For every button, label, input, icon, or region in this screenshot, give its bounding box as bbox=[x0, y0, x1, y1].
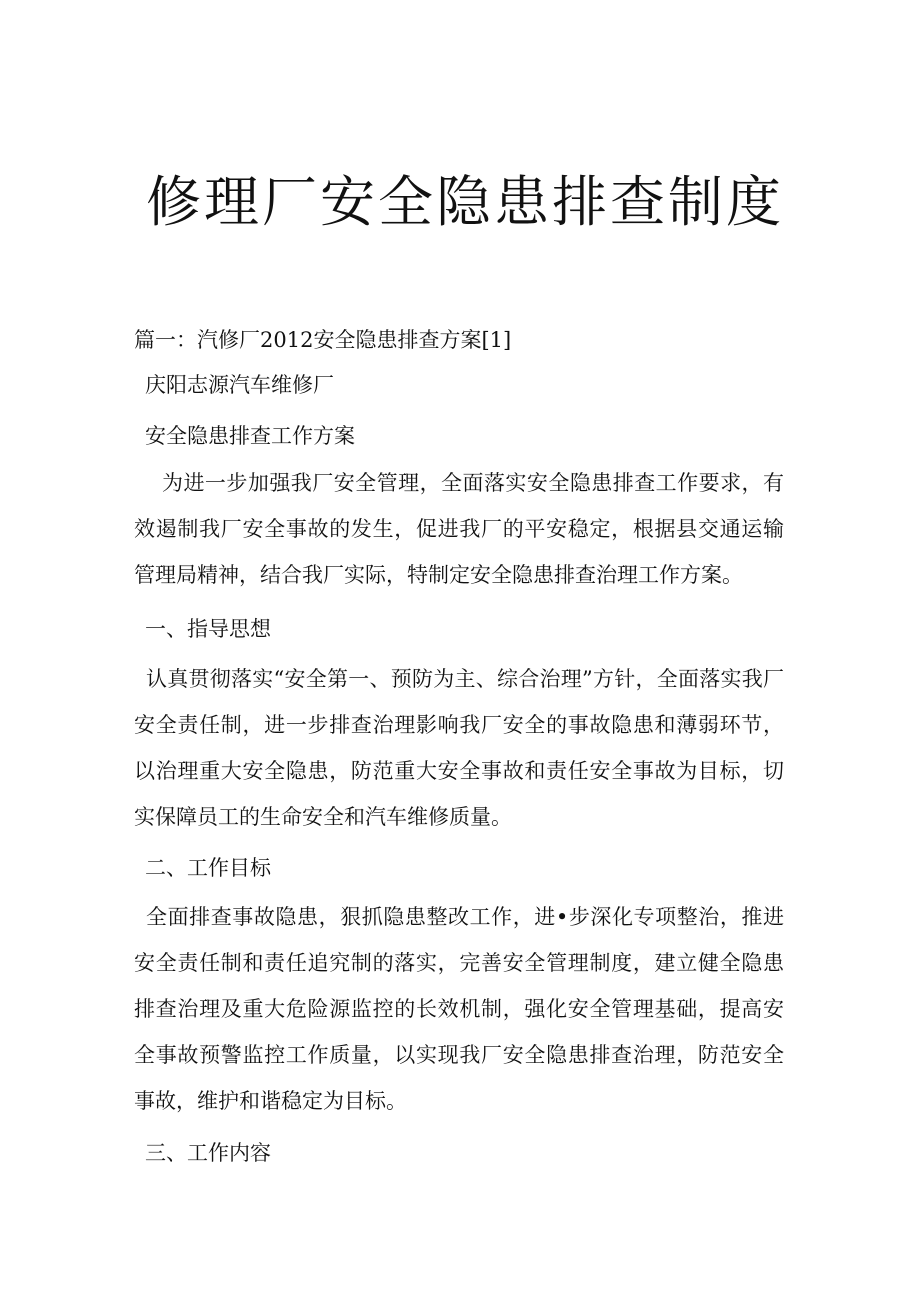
section-body-2: 全面排查事故隐患，狠抓隐患整改工作，进•步深化专项整治，推进安全责任制和责任追究制的落实，完善安全管理制度，建立健全隐患排查治理及重大危险源监控的长效机制，强化安全管理基础，提高安全事故预警监控工作质量，以实现我厂安全隐患排查治理，防范安全事故，维护和谐稳定为目标。 bbox=[134, 905, 784, 1113]
section-heading-1: 一、指导思想 bbox=[145, 617, 271, 641]
company-name: 庆阳志源汽车维修厂 bbox=[145, 373, 334, 397]
chapter-heading: 篇一：汽修厂2012安全隐患排查方案[1] bbox=[134, 328, 512, 352]
section-heading-2: 二、工作目标 bbox=[145, 856, 271, 880]
section-body-1: 认真贯彻落实“安全第一、预防为主、综合治理”方针，全面落实我厂安全责任制，进一步排查治理影响我厂安全的事故隐患和薄弱环节，以治理重大安全隐患，防范重大安全事故和责任安全事故为目标，切实保障员工的生命安全和汽车维修质量。 bbox=[134, 667, 784, 829]
intro-paragraph: 为进一步加强我厂安全管理，全面落实安全隐患排查工作要求，有效遏制我厂安全事故的发生，促进我厂的平安稳定，根据县交通运输管理局精神，结合我厂实际，特制定安全隐患排查治理工作方案。 bbox=[134, 471, 784, 587]
plan-title: 安全隐患排查工作方案 bbox=[145, 424, 355, 448]
section-heading-3: 三、工作内容 bbox=[145, 1141, 271, 1165]
document-title: 修理厂安全隐患排查制度 bbox=[146, 170, 785, 234]
